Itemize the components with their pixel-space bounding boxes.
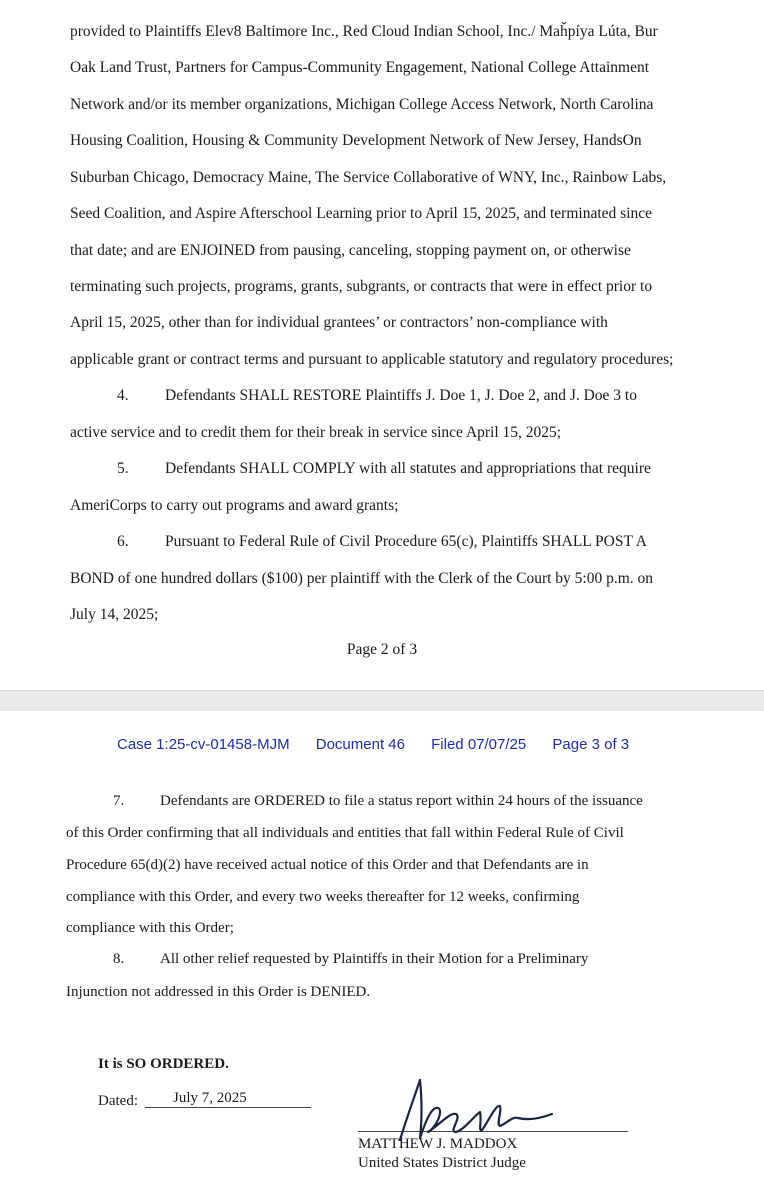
judge-name: MATTHEW J. MADDOX	[358, 1136, 518, 1152]
paragraph-line: Network and/or its member organizations, Michigan College Access Network, North Carolina	[70, 96, 654, 113]
paragraph-line: Oak Land Trust, Partners for Campus-Community Engagement, National College Attainment	[70, 59, 650, 76]
item-6-first-line: Pursuant to Federal Rule of Civil Procedure 65(c), Plaintiffs SHALL POST A	[165, 533, 647, 550]
paragraph-line: terminating such projects, programs, grants, subgrants, or contracts that were in effect prior to	[70, 278, 653, 295]
paragraph-line: provided to Plaintiffs Elev8 Baltimore Inc., Red Cloud Indian School, Inc./ Maȟpíya Lúta, Bur	[70, 23, 658, 40]
item-number: 5.	[117, 460, 129, 477]
item-7-line: of this Order confirming that all individuals and entities that fall within Federal Rule of Civil	[66, 825, 624, 841]
case-header	[117, 736, 651, 753]
document-number: Document 46	[315, 736, 405, 753]
paragraph-line: applicable grant or contract terms and pursuant to applicable statutory and regulatory procedures;	[70, 351, 674, 368]
header-page-number: Page 3 of 3	[552, 736, 630, 753]
page-number: Page 2 of 3	[346, 641, 418, 658]
paragraph-line: that date; and are ENJOINED from pausing, canceling, stopping payment on, or otherwise	[70, 242, 631, 259]
item-7-line: compliance with this Order, and every two weeks thereafter for 12 weeks, confirming	[66, 889, 580, 905]
item-8-first-line: All other relief requested by Plaintiffs in their Motion for a Preliminary	[160, 951, 589, 967]
item-8-line: Injunction not addressed in this Order is DENIED.	[66, 984, 371, 1000]
page-separator	[0, 690, 764, 712]
item-4-line: active service and to credit them for their break in service since April 15, 2025;	[70, 424, 562, 441]
paragraph-line: April 15, 2025, other than for individual grantees’ or contractors’ non-compliance with	[70, 314, 608, 331]
item-5-first-line: Defendants SHALL COMPLY with all statutes and appropriations that require	[165, 460, 651, 477]
item-number: 8.	[113, 951, 125, 967]
dated-label: Dated:	[98, 1093, 138, 1109]
document-page-3	[0, 711, 764, 1200]
item-6-line: BOND of one hundred dollars ($100) per plaintiff with the Clerk of the Court by 5:00 p.m. on	[70, 570, 654, 587]
paragraph-line: Seed Coalition, and Aspire Afterschool Learning prior to April 15, 2025, and terminated since	[70, 205, 652, 222]
judge-title: United States District Judge	[358, 1155, 526, 1171]
item-number: 6.	[117, 533, 129, 550]
item-number: 7.	[113, 793, 125, 809]
dated-value: July 7, 2025	[173, 1090, 247, 1106]
case-number: Case 1:25-cv-01458-MJM	[117, 736, 290, 753]
item-7-first-line: Defendants are ORDERED to file a status report within 24 hours of the issuance	[160, 793, 643, 809]
filed-date: Filed 07/07/25	[431, 736, 527, 753]
item-7-line: Procedure 65(d)(2) have received actual notice of this Order and that Defendants are in	[66, 857, 589, 873]
item-4-first-line: Defendants SHALL RESTORE Plaintiffs J. Doe 1, J. Doe 2, and J. Doe 3 to	[165, 387, 637, 404]
item-6-line: July 14, 2025;	[70, 606, 159, 623]
paragraph-line: Suburban Chicago, Democracy Maine, The Service Collaborative of WNY, Inc., Rainbow Labs,	[70, 169, 667, 186]
item-5-line: AmeriCorps to carry out programs and award grants;	[70, 497, 399, 514]
item-7-line: compliance with this Order;	[66, 920, 234, 936]
so-ordered: It is SO ORDERED.	[98, 1056, 229, 1072]
paragraph-line: Housing Coalition, Housing & Community Development Network of New Jersey, HandsOn	[70, 132, 642, 149]
item-number: 4.	[117, 387, 129, 404]
